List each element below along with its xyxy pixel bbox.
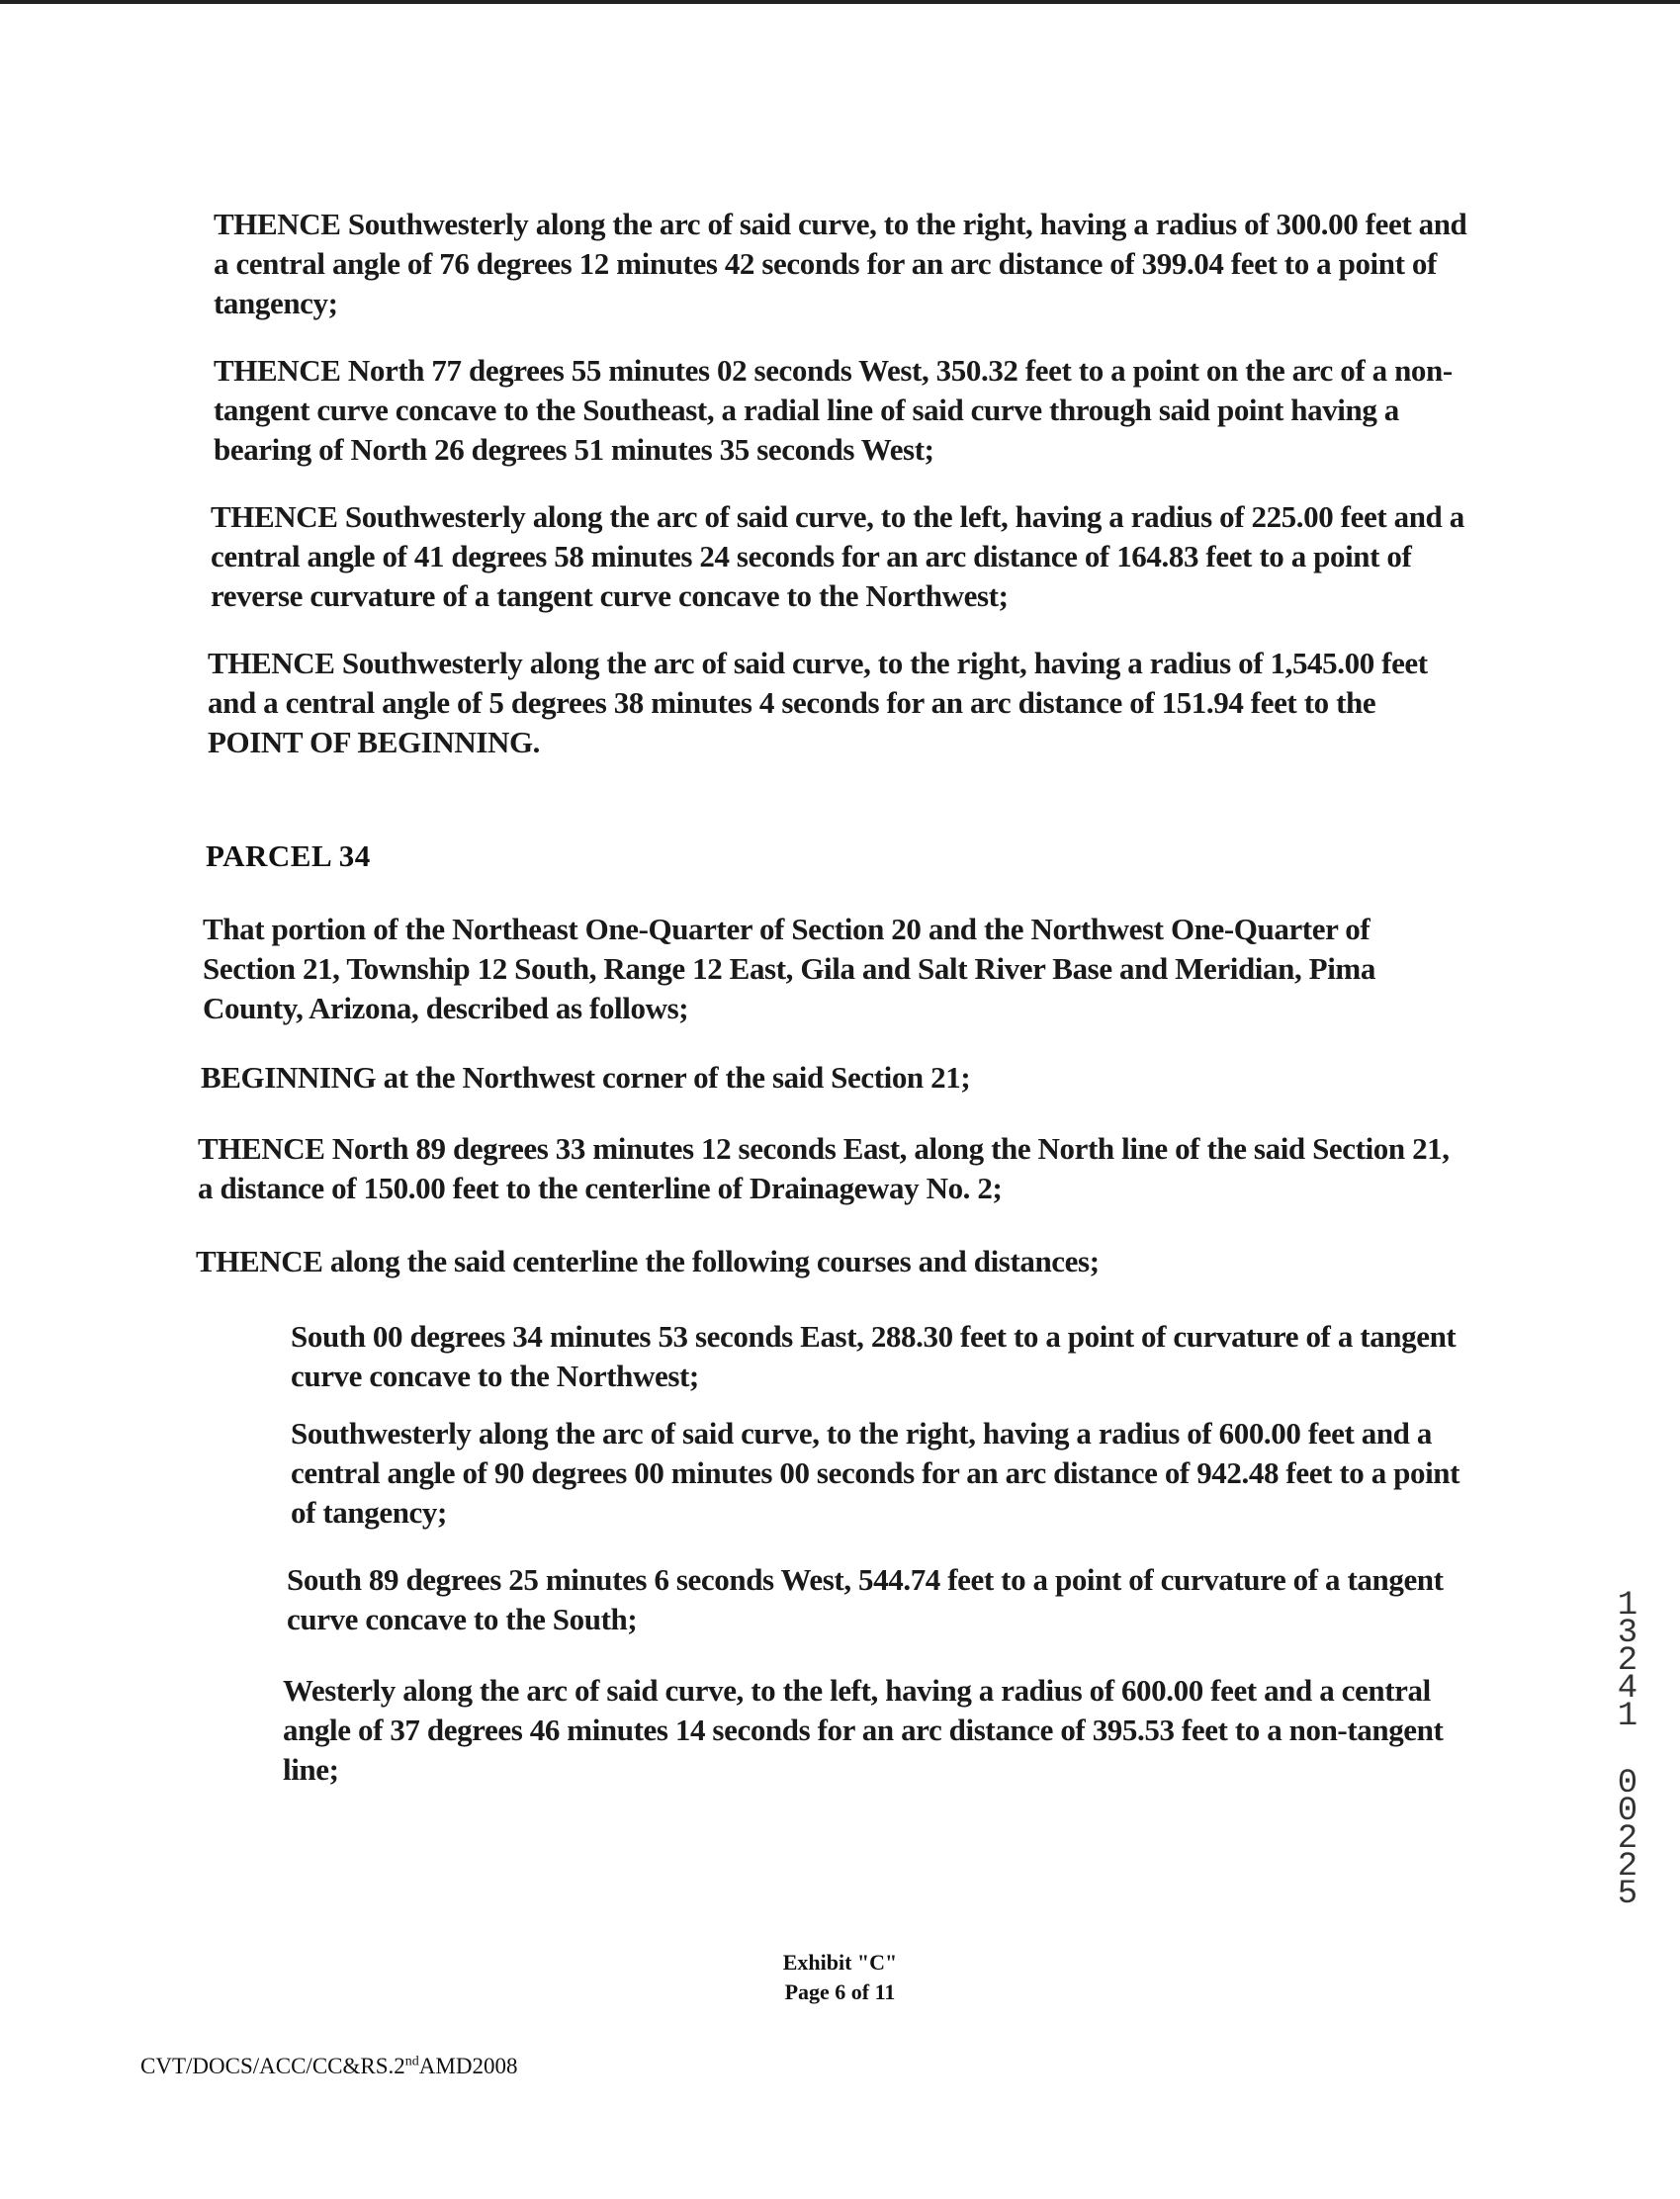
top-border xyxy=(0,0,1680,4)
course-item: South 89 degrees 25 minutes 6 seconds West, 544.74 feet to a point of curvature of a tangent curve concave to the South; xyxy=(287,1562,1444,1636)
stamp-digit: 2 xyxy=(1617,1820,1638,1858)
doc-ref-prefix: CVT/DOCS/ACC/CC&RS.2 xyxy=(140,2054,405,2078)
course-item: Southwesterly along the arc of said curve, to the right, having a radius of 600.00 feet and a central angle of 90 degrees 00 minutes 00 seconds for an arc distance of 942.48 feet to a point of tangency; xyxy=(291,1416,1460,1530)
stamp-digit: 2 xyxy=(1617,1848,1638,1886)
page-number: Page 6 of 11 xyxy=(784,1979,896,2004)
stamp-digit: 1 xyxy=(1617,1698,1638,1735)
parcel-heading: PARCEL 34 xyxy=(206,838,371,873)
parcel-description: That portion of the Northeast One-Quarter of Section 20 and the Northwest One-Quarter of Section 21, Township 12 South, Range 12 East, Gila and Salt River Base and Meridian, Pima County, Arizona, described as follows; xyxy=(203,912,1375,1025)
stamp-digit: 2 xyxy=(1617,1642,1638,1680)
paragraph-thence-1: THENCE Southwesterly along the arc of said curve, to the right, having a radius of 300.00 feet and a central angle of 76 degrees 12 minutes 42 seconds for an arc distance of 399.04 feet to a point of tangency; xyxy=(214,207,1467,320)
document-reference xyxy=(140,2054,517,2079)
paragraph-thence-2: THENCE North 77 degrees 55 minutes 02 seconds West, 350.32 feet to a point on the arc of a non-tangent curve concave to the Southeast, a radial line of said curve through said point having a bearing of North 26 degrees 51 minutes 35 seconds West; xyxy=(214,353,1453,467)
stamp-number-part1 xyxy=(1608,1587,1647,1735)
doc-ref-suffix: AMD2008 xyxy=(418,2054,518,2078)
recording-stamp xyxy=(1608,1587,1647,1913)
stamp-digit: 4 xyxy=(1617,1670,1638,1708)
exhibit-label: Exhibit "C" xyxy=(782,1950,898,1975)
stamp-number-part2 xyxy=(1608,1765,1647,1913)
course-item: Westerly along the arc of said curve, to the left, having a radius of 600.00 feet and a central angle of 37 degrees 46 minutes 14 seconds for an arc distance of 395.53 feet to a non-tangent line; xyxy=(283,1673,1444,1787)
stamp-digit: 5 xyxy=(1617,1876,1638,1913)
paragraph-beginning: BEGINNING at the Northwest corner of the said Section 21; xyxy=(201,1060,971,1095)
paragraph-thence-east: THENCE North 89 degrees 33 minutes 12 seconds East, along the North line of the said Section 21, a distance of 150.00 feet to the centerline of Drainageway No. 2; xyxy=(198,1131,1450,1205)
paragraph-thence-4: THENCE Southwesterly along the arc of said curve, to the right, having a radius of 1,545.00 feet and a central angle of 5 degrees 38 minutes 4 seconds for an arc distance of 151.94 feet to the POINT OF BEGINNING. xyxy=(208,646,1428,759)
stamp-digit: 1 xyxy=(1617,1587,1638,1625)
stamp-digit: 0 xyxy=(1617,1765,1638,1803)
paragraph-thence-centerline: THENCE along the said centerline the following courses and distances; xyxy=(196,1244,1100,1278)
stamp-digit: 3 xyxy=(1617,1615,1638,1652)
stamp-digit: 0 xyxy=(1617,1793,1638,1830)
paragraph-thence-3: THENCE Southwesterly along the arc of said curve, to the left, having a radius of 225.00 feet and a central angle of 41 degrees 58 minutes 24 seconds for an arc distance of 164.83 feet to a point of reverse curvature of a tangent curve concave to the Northwest; xyxy=(211,499,1464,613)
course-item: South 00 degrees 34 minutes 53 seconds East, 288.30 feet to a point of curvature of a tangent curve concave to the Northwest; xyxy=(291,1319,1457,1393)
doc-ref-superscript: nd xyxy=(404,2054,419,2069)
